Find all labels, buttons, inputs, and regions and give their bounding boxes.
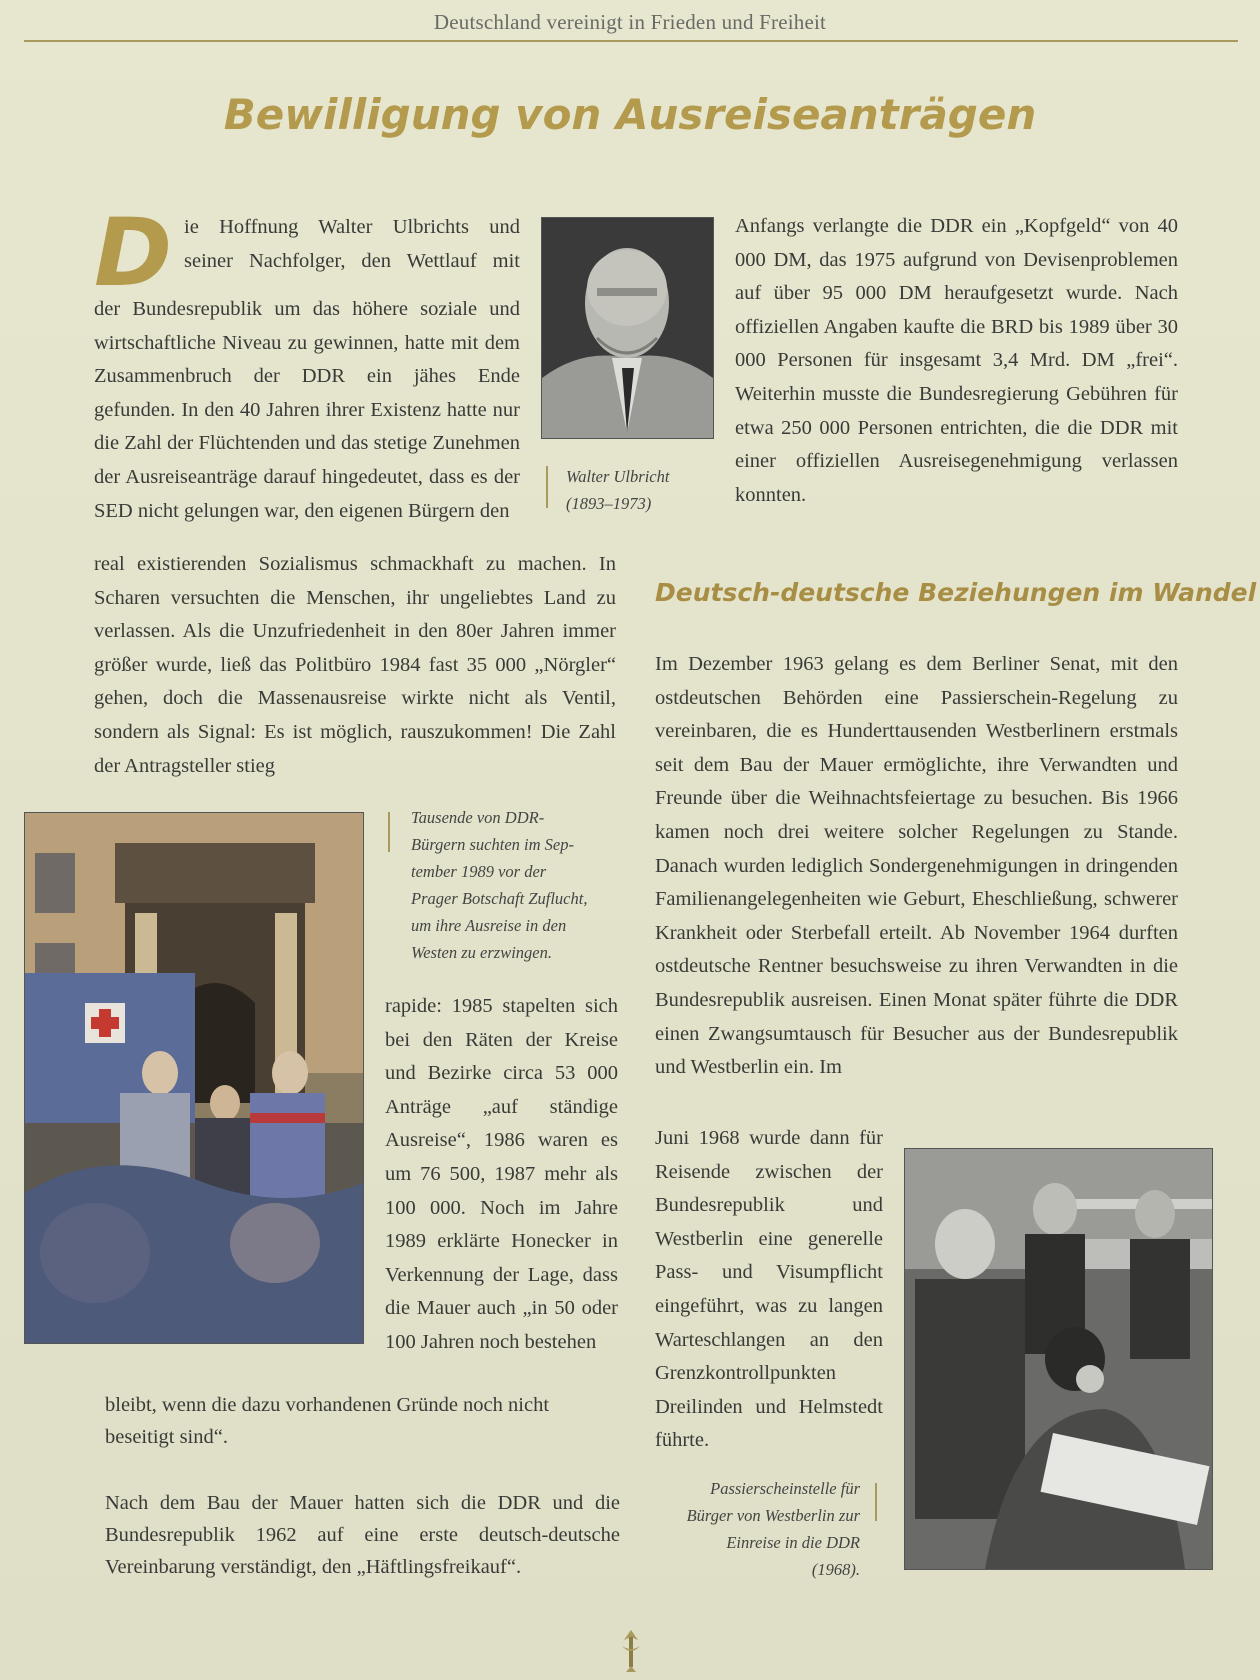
passierschein-caption <box>640 1475 860 1583</box>
portrait-caption <box>566 463 716 517</box>
col2-narrow-text: Juni 1968 wurde dann für Reisende zwischen der Bundesrepublik und Westberlin eine generelle Pass- und Visumpflicht eingeführt, was zu langen Warteschlangen an den Grenzkontrollpunkten Dreilinden und Helmstedt führte. <box>655 1127 883 1452</box>
intro-line-2: seiner Nachfolger, den Wettlauf mit <box>184 249 520 272</box>
prague-embassy-photo <box>24 812 364 1344</box>
col2-para2: Im Dezember 1963 gelang es dem Berliner Senat, mit den ostdeutschen Behörden eine Passierschein-Regelung zu vereinbaren, die es Hunderttausenden Westberlinern erstmals seit dem Bau der Mauer ermöglichte, ihre Verwandten und Freunde über die Weihnachtsfeiertage zu besuchen. Bis 1966 kamen noch drei weitere solcher Regelungen zu Stande. Danach wurden lediglich Sondergenehmigungen in dringenden Familienangelegenheiten wie Geburt, Eheschließung, schwerer Krankheit oder Sterbefall erteilt. Ab November 1964 durften ostdeutsche Rentner besuchsweise zu ihren Verwandten in die Bundesrepublik ausreisen. Einen Monat später führte die DDR einen Zwangsumtausch für Besucher aus der Bundesrepublik und Westberlin ein. Im <box>655 653 1178 1079</box>
col1-para2: Nach dem Bau der Mauer hatten sich die DDR und die Bundesrepublik 1962 auf eine erste deutsch-deutsche Vereinbarung verständigt, den „Häftlingsfreikauf“. <box>105 1492 620 1578</box>
col1-continued <box>385 990 618 1360</box>
portrait-image <box>542 218 713 438</box>
col1-bottom-text: bleibt, wenn die dazu vorhandenen Gründe noch nicht beseitigt sind“. <box>105 1394 550 1448</box>
portrait-caption-dates: (1893–1973) <box>566 494 652 513</box>
subheading: Deutsch-deutsche Beziehungen im Wandel <box>655 578 1257 607</box>
prague-caption-line-2: Bürgern suchten im Sep- <box>411 835 574 854</box>
passierschein-caption-line-1: Passierscheinstelle für <box>710 1479 860 1498</box>
page-title: Bewilligung von Ausreiseanträgen <box>223 90 1037 139</box>
col2-para1: Anfangs verlangte die DDR ein „Kopfgeld“ von 40 000 DM, das 1975 aufgrund von Devisenproblemen auf über 95 000 DM heraufgesetzt wurde. Nach offiziellen Angaben kaufte die BRD bis 1989 über 30 000 Personen für insgesamt 3,4 Mrd. DM „frei“. Weiterhin musste die Bundesregierung Gebühren für etwa 250 000 Personen entrichten, die die DDR mit einer offiziellen Ausreisegenehmigung verlassen konnten. <box>735 215 1178 506</box>
col1-wide-text: real existierenden Sozialismus schmackhaft zu machen. In Scharen versuchten die Menschen, ihr ungeliebtes Land zu verlassen. Als die Unzufriedenheit in den 80er Jahren immer größer wurde, ließ das Politbüro 1984 fast 35 000 „Nörgler“ gehen, doch die Massenausreise wirkte nicht als Ventil, sondern als Signal: Es ist möglich, rauszukommen! Die Zahl der Antragsteller stieg <box>94 553 616 777</box>
drop-cap: D <box>94 199 173 308</box>
prague-caption-line-1: Tausende von DDR- <box>411 808 545 827</box>
prague-caption-bar <box>388 812 390 852</box>
col1-intro <box>94 199 520 528</box>
col1-narrow-text: der Bundesrepublik um das höhere soziale und wirtschaftliche Niveau zu gewinnen, hatte mit dem Zusammenbruch der DDR ein jähes Ende gefunden. In den 40 Jahren ihrer Existenz hatte nur die Zahl der Flüchtenden und das stetige Zunehmen der Ausreiseanträge darauf hingedeutet, dass es der SED nicht gelungen war, den eigenen Bürgern den <box>94 298 520 522</box>
prague-caption-line-4: Prager Botschaft Zuflucht, <box>411 889 588 908</box>
portrait-caption-bar <box>546 466 548 508</box>
col2-lower <box>655 648 1178 1085</box>
prague-embassy-image <box>25 813 363 1343</box>
col1-wide <box>94 548 616 783</box>
passierschein-caption-bar <box>875 1483 877 1521</box>
portrait-ulbricht-photo <box>541 217 714 439</box>
passierschein-caption-line-3: Einreise in die DDR <box>726 1533 860 1552</box>
col2-upper <box>735 210 1178 512</box>
running-head: Deutschland vereinigt in Frieden und Freiheit <box>433 10 827 34</box>
passierschein-image <box>905 1149 1212 1569</box>
prague-caption-line-3: tember 1989 vor der <box>411 862 547 881</box>
passierschein-caption-line-4: (1968). <box>811 1560 860 1579</box>
portrait-caption-name: Walter Ulbricht <box>566 467 670 486</box>
col2-narrow <box>655 1122 883 1458</box>
eagle-ornament-icon <box>616 1626 646 1680</box>
passierschein-caption-line-2: Bürger von Westberlin zur <box>686 1506 860 1525</box>
col1-continued-text: rapide: 1985 stapelten sich bei den Räten der Kreise und Bezirke circa 53 000 Anträge „auf ständige Ausreise“, 1986 waren es um 76 500, 1987 mehr als 100 000. Noch im Jahre 1989 erklärte Honecker in Verkennung der Lage, dass die Mauer auch „in 50 oder 100 Jahren noch bestehen <box>385 995 618 1353</box>
prague-caption-line-5: um ihre Ausreise in den <box>411 916 567 935</box>
passierschein-photo <box>904 1148 1213 1570</box>
prague-caption <box>411 804 621 966</box>
header-rule <box>24 40 1238 42</box>
intro-line-1: ie Hoffnung Walter Ulbrichts und <box>184 216 520 238</box>
prague-caption-line-6: Westen zu erzwingen. <box>411 943 553 962</box>
col1-bottom <box>105 1389 620 1583</box>
